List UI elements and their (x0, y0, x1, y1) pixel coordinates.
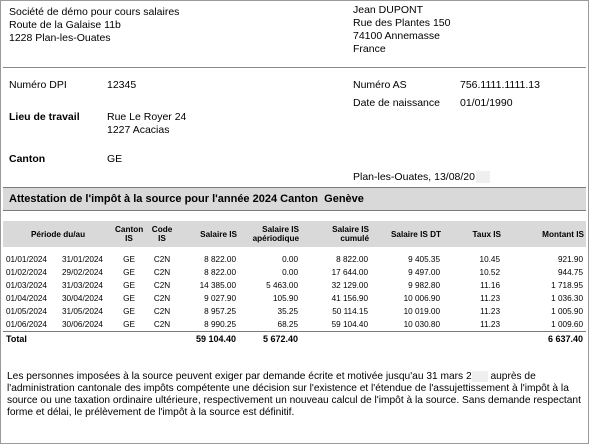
cell-amount: 1 718.95 (551, 281, 584, 290)
cell-amount: 1 009.60 (503, 318, 586, 332)
cell-code: C2N (153, 294, 171, 303)
redacted-mask (476, 171, 490, 183)
col-header-salary: Salaire IS (179, 221, 239, 247)
table-row (3, 305, 586, 318)
cell-salary-dt: 10 030.80 (371, 318, 443, 332)
cell-salary-dt: 10 019.00 (403, 307, 441, 316)
cell-period-to: 30/06/2024 (59, 318, 113, 332)
cell-cumulative: 8 822.00 (336, 255, 369, 264)
cell-salary-dt: 9 405.35 (408, 255, 441, 264)
cell-code: C2N (153, 281, 171, 290)
attestation-title (9, 193, 364, 205)
dpi-value: 12345 (107, 79, 137, 91)
cell-period-from: 01/03/2024 (6, 281, 47, 290)
cell-period-to: 31/05/2024 (62, 307, 103, 316)
cell-period-to: 29/02/2024 (62, 268, 103, 277)
withholding-table (3, 221, 586, 346)
cell-salary-dt: 9 982.80 (408, 281, 441, 290)
employee-country: France (353, 43, 386, 55)
table-header-row (3, 221, 586, 247)
cell-aperiodic: 105.90 (272, 294, 299, 303)
cell-salary: 8 957.25 (204, 307, 237, 316)
cell-code: C2N (153, 268, 171, 277)
cell-rate: 11.23 (480, 294, 501, 303)
cell-rate: 11.23 (443, 318, 503, 332)
work-label: Lieu de travail (9, 111, 80, 123)
cell-code: C2N (145, 318, 179, 332)
cell-rate: 10.45 (479, 255, 501, 264)
cell-salary-dt: 10 006.90 (403, 294, 441, 303)
cell-salary: 9 027.90 (204, 294, 237, 303)
cell-period-from: 01/02/2024 (6, 268, 47, 277)
cell-salary: 14 385.00 (199, 281, 237, 290)
total-spacer (301, 332, 503, 347)
cell-cumulative: 59 104.40 (301, 318, 371, 332)
cell-rate: 11.23 (480, 307, 501, 316)
attestation-banner (3, 187, 586, 211)
cell-cumulative: 32 129.00 (331, 281, 369, 290)
total-amount: 6 637.40 (547, 334, 584, 344)
cell-canton: GE (123, 268, 135, 277)
cell-aperiodic: 68.25 (239, 318, 301, 332)
col-header-period: Période du/au (3, 221, 113, 247)
cell-amount: 944.75 (557, 268, 584, 277)
birth-value: 01/01/1990 (460, 97, 513, 109)
place-date (353, 171, 490, 183)
table-row (3, 318, 586, 332)
cell-canton: GE (123, 294, 135, 303)
canton-label: Canton (9, 153, 46, 165)
cell-canton: GE (123, 255, 135, 264)
cell-code: C2N (153, 255, 171, 264)
legal-note (7, 371, 582, 419)
divider (3, 67, 586, 68)
cell-period-to: 31/03/2024 (62, 281, 103, 290)
cell-aperiodic: 0.00 (282, 268, 299, 277)
cell-period-from: 01/01/2024 (6, 255, 47, 264)
col-header-amount: Montant IS (503, 221, 586, 247)
col-header-canton: Canton IS (113, 221, 145, 247)
cell-aperiodic: 5 463.00 (266, 281, 299, 290)
as-value: 756.1111.1111.13 (460, 79, 540, 91)
table-row (3, 279, 586, 292)
total-aperiodic: 5 672.40 (262, 334, 299, 344)
table-row (3, 292, 586, 305)
cell-cumulative: 41 156.90 (331, 294, 369, 303)
cell-salary: 8 822.00 (204, 255, 237, 264)
cell-period-from: 01/04/2024 (6, 294, 47, 303)
cell-salary-dt: 9 497.00 (408, 268, 441, 277)
cell-period-from: 01/05/2024 (6, 307, 47, 316)
col-header-cumulative: Salaire IS cumulé (301, 221, 371, 247)
legal-note-part2: auprès de l'administration cantonale des impôts compétente une décision sur l'existence et l'étendue de l'assujettissement à l'impôt à la source ou une taxation ordinaire ultérieure, respectivement un nouveau calcul de l'impôt à la source. Sans demande respectant forme et délai, le prélèvement de l'impôt à la source est définitif. (7, 371, 581, 418)
col-header-rate: Taux IS (443, 221, 503, 247)
work-address-line1: Rue Le Royer 24 (107, 111, 187, 123)
cell-aperiodic: 0.00 (282, 255, 299, 264)
table-row (3, 266, 586, 279)
col-header-aperiodic: Salaire IS apériodique (239, 221, 301, 247)
as-label: Numéro AS (353, 79, 407, 91)
cell-canton: GE (123, 281, 135, 290)
table-row (3, 253, 586, 266)
employee-name: Jean DUPONT (353, 4, 424, 16)
cell-code: C2N (153, 307, 171, 316)
work-address-line2: 1227 Acacias (107, 124, 170, 136)
cell-cumulative: 50 114.15 (332, 307, 369, 316)
cell-aperiodic: 35.25 (277, 307, 299, 316)
birth-label: Date de naissance (353, 97, 440, 109)
cell-amount: 1 005.90 (551, 307, 584, 316)
cell-amount: 921.90 (557, 255, 584, 264)
col-header-code: Code IS (145, 221, 179, 247)
employer-street: Route de la Galaise 11b (9, 19, 121, 31)
cell-canton: GE (123, 307, 135, 316)
employer-name: Société de démo pour cours salaires (9, 6, 180, 18)
legal-note-part1: Les personnes imposées à la source peuvent exiger par demande écrite et motivée jusqu'au 31 mars 2 (7, 371, 472, 382)
canton-value: GE (107, 153, 123, 165)
total-label: Total (6, 334, 27, 344)
cell-cumulative: 17 644.00 (331, 268, 369, 277)
cell-salary: 8 990.25 (179, 318, 239, 332)
employer-city: 1228 Plan-les-Ouates (9, 32, 111, 44)
total-row (3, 332, 586, 347)
attestation-title-main: Attestation de l'impôt à la source pour l'année 2024 Canton (9, 193, 319, 205)
cell-amount: 1 036.30 (551, 294, 584, 303)
cell-period-to: 30/04/2024 (62, 294, 103, 303)
cell-rate: 11.16 (480, 281, 501, 290)
employee-city: 74100 Annemasse (353, 30, 440, 42)
attestation-canton-name: Genève (324, 193, 364, 205)
cell-rate: 10.52 (479, 268, 501, 277)
employee-street: Rue des Plantes 150 (353, 17, 451, 29)
col-header-dt: Salaire IS DT (371, 221, 443, 247)
total-salary: 59 104.40 (195, 334, 237, 344)
dpi-label: Numéro DPI (9, 79, 67, 91)
cell-salary: 8 822.00 (204, 268, 237, 277)
cell-period-to: 31/01/2024 (62, 255, 103, 264)
cell-canton: GE (113, 318, 145, 332)
place-date-text: Plan-les-Ouates, 13/08/20 (353, 171, 475, 183)
redacted-mask (472, 371, 488, 382)
cell-period-from: 01/06/2024 (3, 318, 59, 332)
